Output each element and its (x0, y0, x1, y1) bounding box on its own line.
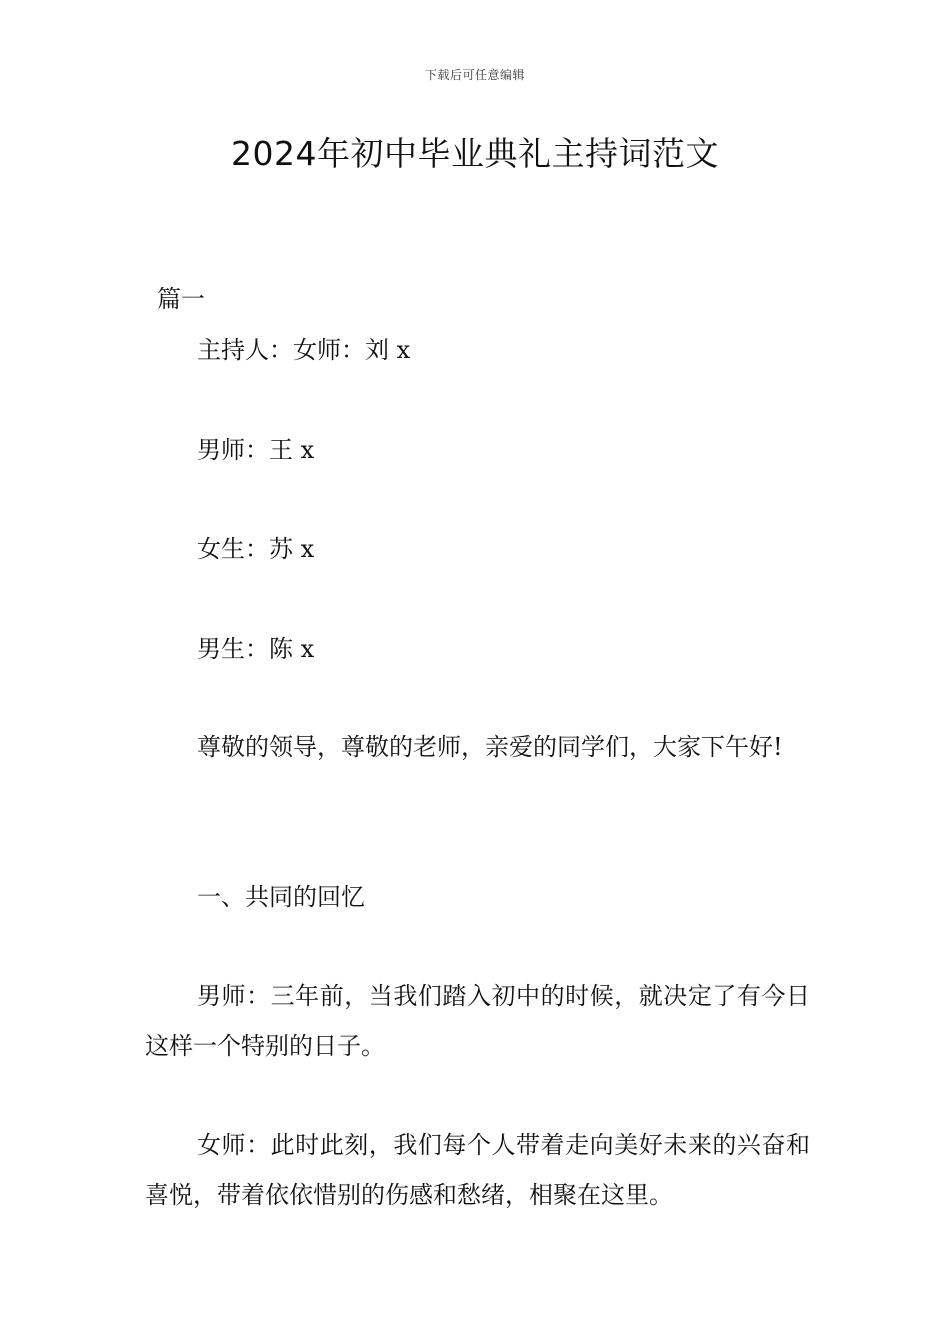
header-note: 下载后可任意编辑 (424, 68, 525, 82)
female-student-line: 女生：苏 x (197, 535, 315, 563)
male-student-line: 男生：陈 x (197, 635, 315, 663)
male-teacher-line: 男师：王 x (197, 436, 315, 464)
part-one-heading: 一、共同的回忆 (197, 883, 365, 911)
section-label: 篇一 (157, 285, 205, 313)
document-title: 2024年初中毕业典礼主持词范文 (231, 134, 719, 173)
greeting-paragraph: 尊敬的领导，尊敬的老师，亲爱的同学们，大家下午好! (197, 733, 783, 761)
male-teacher-paragraph: 男师：三年前，当我们踏入初中的时候，就决定了有今日这样一个特别的日子。 (145, 982, 810, 1060)
female-teacher-paragraph: 女师：此时此刻，我们每个人带着走向美好未来的兴奋和喜悦，带着依依惜别的伤感和愁绪，相聚在这里。 (145, 1131, 810, 1209)
hosts-line: 主持人：女师：刘 x (197, 336, 411, 364)
